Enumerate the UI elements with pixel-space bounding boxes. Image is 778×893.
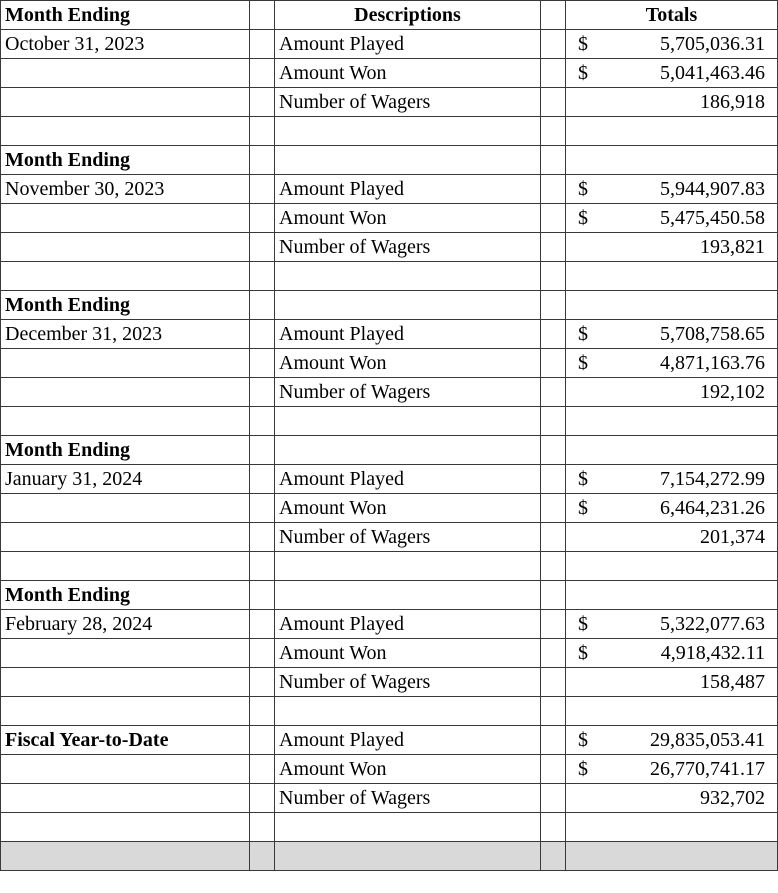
table-row [1,204,778,233]
currency-symbol: $ [578,33,588,55]
table-row [1,233,778,262]
totals-cell [566,494,778,523]
currency-symbol: $ [578,613,588,635]
table-row [1,320,778,349]
table-row [1,175,778,204]
total-value: 4,871,163.76 [660,352,765,374]
month-ending-heading: Month Ending [1,581,250,610]
totals-cell [566,59,778,88]
totals-cell [566,523,778,552]
header-gap-cell [250,1,275,30]
row-description: Amount Played [275,726,541,755]
total-value: 5,041,463.46 [660,62,765,84]
table-row [1,349,778,378]
totals-cell [566,349,778,378]
month-date: December 31, 2023 [1,320,250,349]
spacer-row [1,813,778,842]
spacer-row [1,697,778,726]
total-value: 5,705,036.31 [660,33,765,55]
totals-cell [566,726,778,755]
header-gap-cell [541,1,566,30]
table-row [1,784,778,813]
totals-cell [566,88,778,117]
total-value: 26,770,741.17 [650,758,765,780]
total-value: 6,464,231.26 [660,497,765,519]
month-date: January 31, 2024 [1,465,250,494]
row-description: Number of Wagers [275,378,541,407]
table-row [1,494,778,523]
totals-cell [566,30,778,59]
month-ending-heading: Month Ending [1,291,250,320]
spacer-row [1,262,778,291]
row-description: Number of Wagers [275,88,541,117]
totals-cell [566,668,778,697]
currency-symbol: $ [578,758,588,780]
table-row [1,581,778,610]
header-descriptions: Descriptions [275,1,541,30]
row-description: Amount Won [275,639,541,668]
row-description: Amount Played [275,465,541,494]
total-value: 158,487 [700,671,765,693]
table-row [1,610,778,639]
currency-symbol: $ [578,178,588,200]
row-description: Amount Played [275,175,541,204]
row-description: Number of Wagers [275,668,541,697]
table-row [1,30,778,59]
row-description: Amount Won [275,59,541,88]
fiscal-ytd-label: Fiscal Year-to-Date [1,726,250,755]
totals-cell [566,204,778,233]
row-description: Amount Played [275,320,541,349]
spacer-row [1,407,778,436]
spacer-row [1,117,778,146]
header-month-ending: Month Ending [1,1,250,30]
row-description: Amount Won [275,755,541,784]
total-value: 932,702 [700,787,765,809]
total-value: 7,154,272.99 [660,468,765,490]
row-description: Amount Won [275,204,541,233]
row-description: Amount Played [275,30,541,59]
currency-symbol: $ [578,62,588,84]
total-value: 4,918,432.11 [660,642,765,664]
table-row [1,668,778,697]
month-ending-heading: Month Ending [1,436,250,465]
table-row [1,726,778,755]
row-description: Amount Played [275,610,541,639]
totals-cell [566,784,778,813]
table-row [1,146,778,175]
totals-cell [566,378,778,407]
currency-symbol: $ [578,207,588,229]
month-date: February 28, 2024 [1,610,250,639]
total-value: 201,374 [700,526,765,548]
month-ending-heading: Month Ending [1,146,250,175]
table-row [1,436,778,465]
row-description: Number of Wagers [275,523,541,552]
row-description: Number of Wagers [275,233,541,262]
totals-cell [566,233,778,262]
total-value: 192,102 [700,381,765,403]
table-row [1,639,778,668]
totals-cell [566,320,778,349]
table-row [1,523,778,552]
row-description: Number of Wagers [275,784,541,813]
totals-cell [566,639,778,668]
header-row [1,1,778,30]
currency-symbol: $ [578,323,588,345]
total-value: 29,835,053.41 [650,729,765,751]
currency-symbol: $ [578,352,588,374]
footer-row [1,842,778,871]
total-value: 5,475,450.58 [660,207,765,229]
table-row [1,755,778,784]
total-value: 5,322,077.63 [660,613,765,635]
currency-symbol: $ [578,642,588,664]
table-row [1,88,778,117]
totals-cell [566,175,778,204]
month-date: November 30, 2023 [1,175,250,204]
totals-cell [566,465,778,494]
total-value: 186,918 [700,91,765,113]
month-date: October 31, 2023 [1,30,250,59]
total-value: 5,708,758.65 [660,323,765,345]
totals-cell [566,610,778,639]
totals-cell [566,755,778,784]
table-row [1,378,778,407]
header-totals: Totals [566,1,778,30]
row-description: Amount Won [275,349,541,378]
currency-symbol: $ [578,497,588,519]
spacer-row [1,552,778,581]
row-description: Amount Won [275,494,541,523]
currency-symbol: $ [578,729,588,751]
table-row [1,59,778,88]
currency-symbol: $ [578,468,588,490]
table-row [1,291,778,320]
total-value: 193,821 [700,236,765,258]
table-row [1,465,778,494]
total-value: 5,944,907.83 [660,178,765,200]
